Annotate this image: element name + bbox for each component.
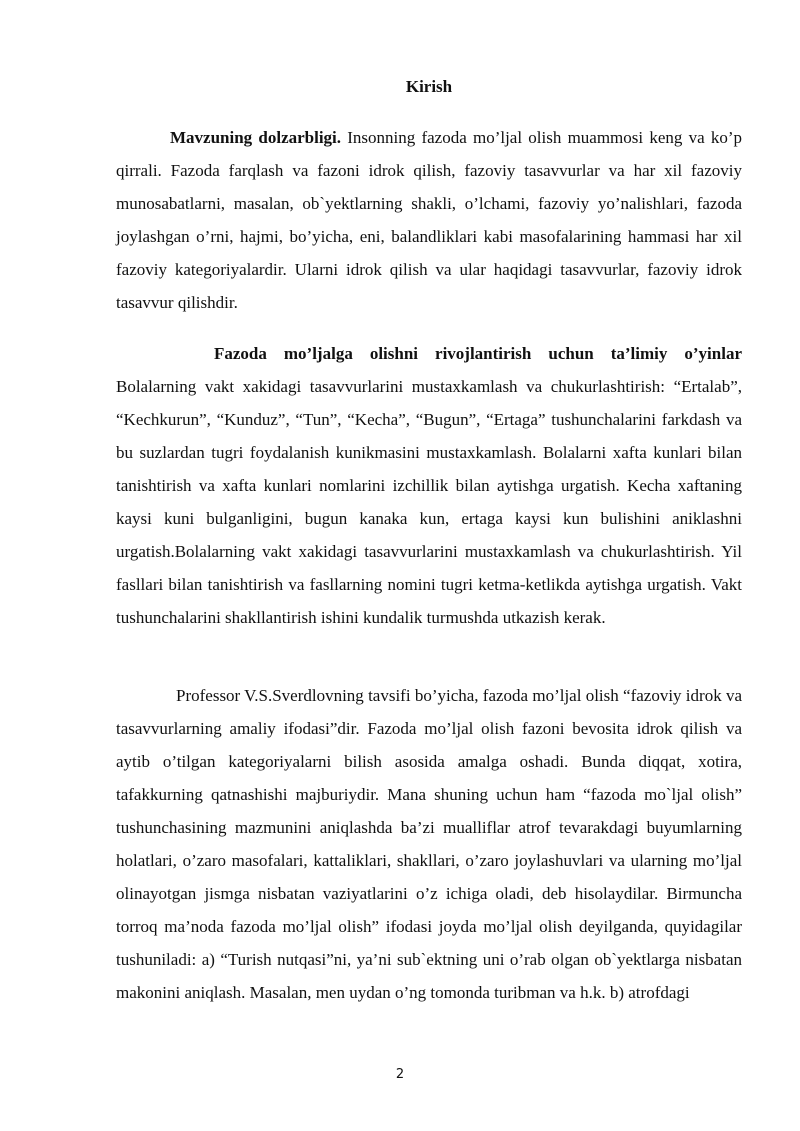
page-number: 2 [395, 1067, 405, 1082]
paragraph-educational-games [116, 337, 742, 634]
section-heading: Kirish [405, 77, 453, 96]
paragraph-text: Professor V.S.Sverdlovning tavsifi bo’yicha, fazoda mo’ljal olish “fazoviy idrok va tasavvurlarning amaliy ifodasi”dir. Fazoda mo’ljal olish fazoni bevosita idrok qilish va aytib o’tilgan kategoriyalarni bilish asosida amalga oshadi. Bunda diqqat, xotira, tafakkurning qatnashishi majburiydir. Mana shuning uchun ham “fazoda mo`ljal olish” tushunchasining mazmunini aniqlashda ba’zi mualliflar atrof tevarakdagi buyumlarning holatlari, o’zaro masofalari, kattaliklari, shakllari, o’zaro joylashuvlari va ularning mo’ljal olinayotgan jismga nisbatan vaziyatlarini o’z ichiga oladi, deb hisolaydilar. Birmuncha torroq ma’noda fazoda mo’ljal olish” ifodasi joyda mo’ljal olish deyilganda, quyidagilar tushuniladi: a) “Turish nutqasi”ni, ya’ni sub`ektning uni o’rab olgan ob`yektlarga nisbatan makonini aniqlash. Masalan, men uydan o’ng tomonda turibman va h.k. b) atrofdagi [116, 686, 742, 1002]
paragraph-lead-bold: Mavzuning dolzarbligi. [170, 128, 342, 147]
paragraph-text: Bolalarning vakt xakidagi tasavvurlarini mustaxkamlash va chukurlashtirish: “Ertalab”, “Kechkurun”, “Kunduz”, “Tun”, “Kecha”, “Bugun”, “Ertaga” tushunchalarini farkdash va bu suzlardan tugri foydalanish kunikmasini mustaxkamlash. Bolalarni xafta kunlari bilan tanishtirish va xafta kunlari nomlarini izchillik bilan aytishga urgatish. Kecha xaftaning kaysi kuni bulganligini, bugun kanaka kun, ertaga kaysi kun bulishini aniklashni urgatish.Bolalarning vakt xakidagi tasavvurlarini mustaxkamlash va chukurlashtirish. Yil fasllari bilan tanishtirish va fasllarning nomini tugri ketma-ketlikda aytishga urgatish. Vakt tushunchalarini shakllantirish ishini kundalik turmushda utkazish kerak. [116, 377, 742, 627]
paragraph-lead-bold: Fazoda mo’ljalga olishni rivojlantirish uchun ta’limiy o’yinlar [214, 344, 742, 363]
paragraph-sverdlov [116, 679, 742, 1009]
paragraph-relevance [116, 121, 742, 319]
paragraph-text: Insonning fazoda mo’ljal olish muammosi keng va ko’p qirrali. Fazoda farqlash va fazoni idrok qilish, fazoviy tasavvurlar va har xil fazoviy munosabatlarni, masalan, ob`yektlarning shakli, o’lchami, fazoviy yo’nalishlari, fazoda joylashgan o’rni, hajmi, bo’yicha, eni, balandliklari kabi masofalarining hammasi har xil fazoviy kategoriyalardir. Ularni idrok qilish va ular haqidagi tasavvurlar, fazoviy idrok tasavvur qilishdir. [116, 128, 743, 312]
